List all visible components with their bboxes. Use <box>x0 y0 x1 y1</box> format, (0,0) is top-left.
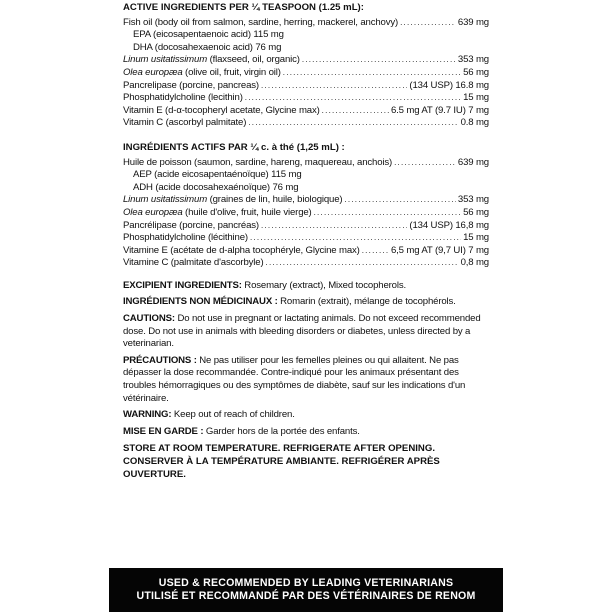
ingredient-amount: (134 USP) 16,8 mg <box>409 219 489 231</box>
ingredient-name <box>123 245 360 258</box>
storage-fr: CONSERVER À LA TEMPÉRATURE AMBIANTE. REFRIGÉRER APRÈS OUVERTURE. <box>123 456 440 480</box>
notice-text: Rosemary (extract), Mixed tocopherols. <box>241 279 407 291</box>
ingredient-name <box>123 157 392 170</box>
ingredient-amount: 6.5 mg AT (9.7 IU) 7 mg <box>390 104 489 116</box>
ingredient-description: (flaxseed, oil, organic) <box>207 54 300 66</box>
ingredient-description: Pancrelipase (porcine, pancreas) <box>123 79 259 91</box>
ingredient-list-fr <box>123 157 489 270</box>
active-ingredients-title-en: ACTIVE INGREDIENTS PER ¼ TEASPOON (1.25 mL): <box>123 2 364 13</box>
ingredient-row <box>123 105 489 118</box>
notice-label: INGRÉDIENTS NON MÉDICINAUX : <box>123 296 278 308</box>
latin-name: Olea europæa <box>123 206 183 218</box>
ingredient-row <box>123 220 489 233</box>
ingredient-label <box>123 0 489 482</box>
dot-leader <box>283 67 461 80</box>
ingredient-amount: 0,8 mg <box>460 257 489 269</box>
dot-leader <box>245 92 461 105</box>
ingredient-amount: 0.8 mg <box>460 117 489 129</box>
ingredient-row <box>123 257 489 270</box>
ingredient-description: Pancrélipase (porcine, pancréas) <box>123 219 259 231</box>
ingredient-amount: 56 mg <box>463 206 489 218</box>
notice-label: PRÉCAUTIONS : <box>123 354 197 366</box>
notice-paragraph <box>123 409 489 422</box>
banner-en: USED & RECOMMENDED BY LEADING VETERINARIANS <box>158 577 454 589</box>
ingredient-description: Vitamine E (acétate de d-alpha tocophéryle, Glycine max) <box>123 244 360 256</box>
notice-paragraph <box>123 355 489 405</box>
ingredient-subrow: AEP (acide eicosapentaénoïque) 115 mg <box>133 169 302 181</box>
ingredient-row <box>123 232 489 245</box>
dot-leader <box>248 117 458 130</box>
ingredient-row <box>123 207 489 220</box>
ingredient-subrow: DHA (docosahexaenoic acid) 76 mg <box>133 41 282 53</box>
ingredient-description: Phosphatidylcholine (lécithine) <box>123 232 248 244</box>
ingredient-description: Fish oil (body oil from salmon, sardine, herring, mackerel, anchovy) <box>123 16 399 28</box>
notice-text: Ne pas utiliser pour les femelles pleines ou qui allaitent. Ne pas dépasser la dose recommandée. Contre-indiqué pour les animaux présentant des troubles hémorragiques ou des symptômes de diabète, sauf sur les indications d'un vétérinaire. <box>123 354 466 404</box>
dot-leader <box>394 157 456 170</box>
ingredient-subrow: EPA (eicosapentaenoic acid) 115 mg <box>133 29 284 41</box>
ingredient-description: (huile d'olive, fruit, huile vierge) <box>182 206 312 218</box>
storage-en: STORE AT ROOM TEMPERATURE. REFRIGERATE AFTER OPENING. <box>123 443 435 455</box>
ingredient-amount: 353 mg <box>457 54 489 66</box>
ingredient-row <box>123 92 489 105</box>
dot-leader <box>362 245 389 258</box>
ingredient-description: (olive oil, fruit, virgin oil) <box>182 66 281 78</box>
dot-leader <box>250 232 461 245</box>
notice-paragraph <box>123 313 489 351</box>
dot-leader <box>302 54 456 67</box>
ingredient-row <box>123 117 489 130</box>
ingredient-description: Vitamine C (palmitate d'ascorbyle) <box>123 257 264 269</box>
notice-text: Romarin (extrait), mélange de tocophérols. <box>277 296 456 308</box>
notice-paragraph <box>123 296 489 309</box>
ingredient-name <box>123 92 243 105</box>
ingredient-description: Phosphatidylcholine (lecithin) <box>123 92 243 104</box>
dot-leader <box>344 194 455 207</box>
latin-name: Linum usitatissimum <box>123 54 208 66</box>
ingredient-row <box>123 194 489 207</box>
ingredient-name <box>123 207 312 220</box>
notice-label: CAUTIONS: <box>123 313 175 325</box>
dot-leader <box>314 207 461 220</box>
notice-label: EXCIPIENT INGREDIENTS: <box>123 279 242 291</box>
ingredient-subrow: ADH (acide docosahexaénoïque) 76 mg <box>133 181 299 193</box>
ingredient-name <box>123 54 300 67</box>
banner-fr: UTILISÉ ET RECOMMANDÉ PAR DES VÉTÉRINAIRES DE RENOM <box>136 590 476 602</box>
ingredient-amount: 6,5 mg AT (9,7 UI) 7 mg <box>390 244 489 256</box>
ingredient-amount: 56 mg <box>463 66 489 78</box>
ingredient-name <box>123 67 281 80</box>
notice-text: Garder hors de la portée des enfants. <box>203 425 360 437</box>
ingredient-amount: 353 mg <box>457 194 489 206</box>
ingredient-amount: 639 mg <box>457 16 489 28</box>
ingredient-description: Huile de poisson (saumon, sardine, hareng, maquereau, anchois) <box>123 156 393 168</box>
ingredient-row <box>123 67 489 80</box>
ingredient-amount: 15 mg <box>463 232 489 244</box>
veterinarian-banner <box>109 568 503 612</box>
ingredient-name <box>123 117 246 130</box>
ingredient-amount: 639 mg <box>457 156 489 168</box>
ingredient-description: Vitamin C (ascorbyl palmitate) <box>123 117 247 129</box>
notice-label: MISE EN GARDE : <box>123 425 204 437</box>
dot-leader <box>400 17 456 30</box>
dot-leader <box>266 257 459 270</box>
ingredient-name <box>123 194 342 207</box>
ingredient-row <box>123 245 489 258</box>
storage-instructions <box>123 443 489 481</box>
notice-text: Keep out of reach of children. <box>171 409 295 421</box>
ingredient-name <box>123 232 248 245</box>
ingredient-description: Vitamin E (d-α-tocopheryl acetate, Glycine max) <box>123 104 320 116</box>
ingredient-row <box>123 17 489 30</box>
active-ingredients-title-fr: INGRÉDIENTS ACTIFS PAR ¼ c. à thé (1,25 mL) : <box>123 141 345 153</box>
latin-name: Linum usitatissimum <box>123 194 208 206</box>
ingredient-name <box>123 80 259 93</box>
ingredient-list-en <box>123 17 489 130</box>
ingredient-amount: 15 mg <box>463 92 489 104</box>
ingredient-row <box>123 157 489 170</box>
dot-leader <box>261 80 407 93</box>
ingredient-name <box>123 257 264 270</box>
dot-leader <box>322 105 389 118</box>
notice-label: WARNING: <box>123 409 172 421</box>
ingredient-description: (graines de lin, huile, biologique) <box>207 194 343 206</box>
ingredient-name <box>123 17 398 30</box>
ingredient-amount: (134 USP) 16.8 mg <box>409 79 489 91</box>
notice-paragraph <box>123 280 489 293</box>
notice-paragraph <box>123 426 489 439</box>
ingredient-row <box>123 80 489 93</box>
ingredient-name <box>123 220 259 233</box>
latin-name: Olea europæa <box>123 66 183 78</box>
dot-leader <box>261 220 407 233</box>
notices <box>123 280 489 439</box>
ingredient-row <box>123 54 489 67</box>
notice-text: Do not use in pregnant or lactating animals. Do not exceed recommended dose. Do not use in animals with bleeding disorders or diabetes, unless directed by a veterinarian. <box>123 313 481 350</box>
ingredient-name <box>123 105 320 118</box>
